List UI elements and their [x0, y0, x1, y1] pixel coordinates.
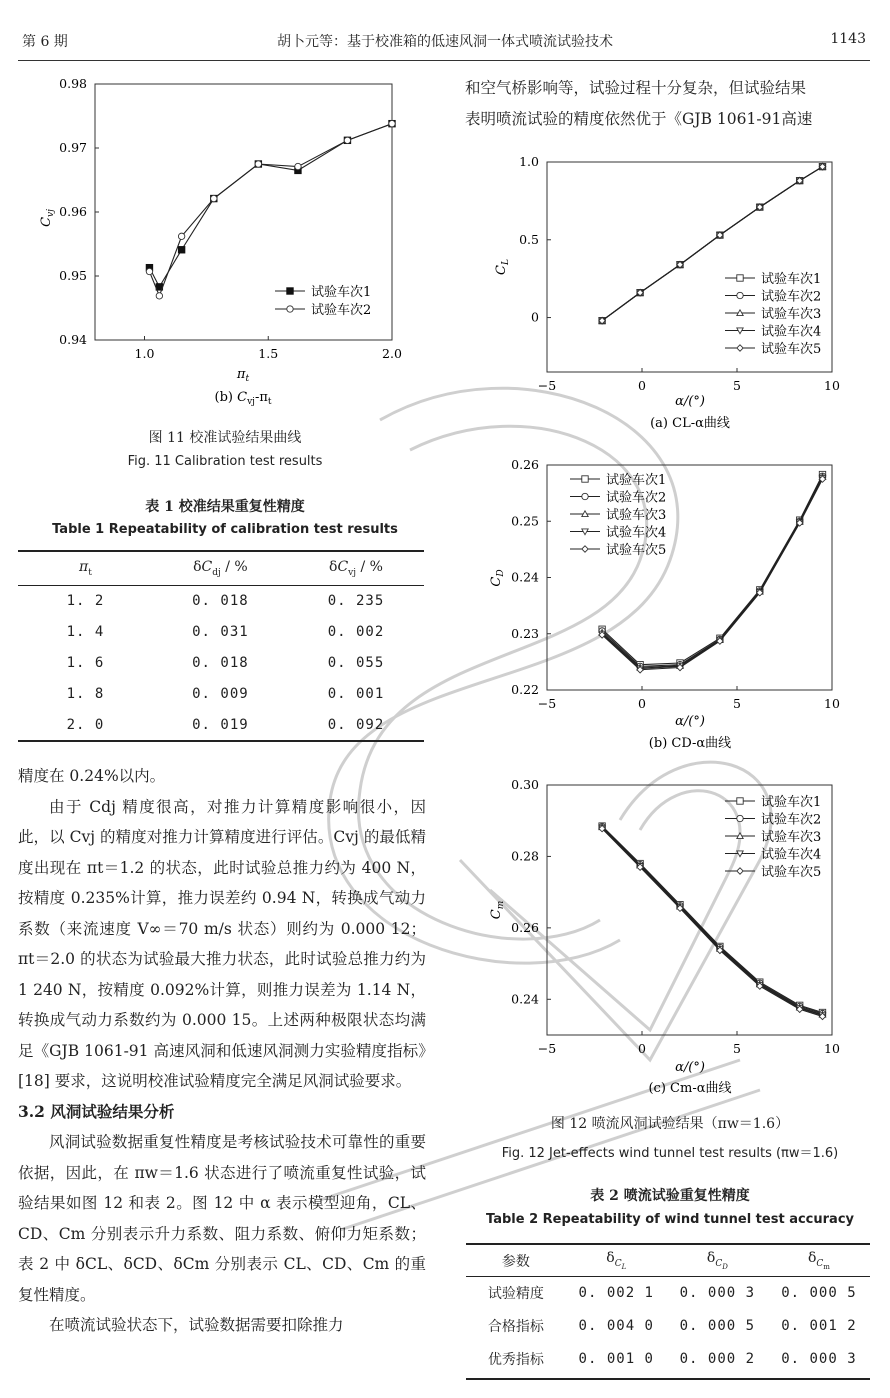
fig12a-ylabel: $C_L$ [494, 259, 511, 275]
fig12a-chart [480, 142, 870, 442]
fig12b-legend-label: 试验车次2 [606, 490, 667, 506]
issue-number: 第 6 期 [22, 34, 68, 50]
fig12a-ytick-label: 0 [531, 309, 539, 325]
para-precision: 精度在 0.24%以内。 [18, 767, 166, 785]
page-number: 1143 [830, 31, 866, 47]
table2-cell: 试验精度 [487, 1285, 544, 1302]
fig12a-xlabel: α/(°) [675, 394, 705, 409]
fig11-chart [30, 68, 430, 418]
fig11-xtick-label: 1.5 [258, 346, 279, 361]
fig12c-chart [480, 770, 870, 1100]
table1-cell: 0. 001 [327, 685, 385, 702]
fig12b-xtick-label: 0 [638, 696, 646, 711]
table2-cell: 0. 001 2 [781, 1317, 857, 1334]
fig12b-legend-label: 试验车次3 [606, 508, 667, 523]
fig11-ytick-label: 0.96 [59, 204, 87, 219]
table1-cell: 0. 009 [192, 685, 249, 702]
fig12c-ytick-label: 0.24 [511, 991, 539, 1007]
table1-title-cn: 表 1 校准结果重复性精度 [145, 499, 305, 515]
table1-cell: 0. 092 [327, 716, 385, 733]
fig12a-subcaption: (a) CL-α曲线 [650, 416, 730, 431]
fig11-data-point [389, 120, 395, 126]
table1-row [18, 678, 424, 709]
fig12b-series-line [602, 478, 822, 669]
fig12a-ytick-label: 1.0 [519, 154, 539, 169]
table1-cell: 0. 002 [327, 623, 385, 640]
fig12a-xtick-label: 10 [824, 378, 840, 393]
table1-cell: 1. 6 [66, 654, 105, 671]
fig12b-ytick-label: 0.26 [511, 457, 539, 472]
fig12b-ylabel: $C_D$ [489, 569, 506, 587]
fig11-data-point [211, 195, 217, 201]
fig11-xlabel: $\pi_t$ [236, 367, 250, 384]
fig11-subcaption: (b) $C_{vj}-\pi_t$ [214, 390, 272, 407]
table1-cell: 0. 018 [192, 654, 249, 671]
fig12a-xtick-label: −5 [537, 378, 557, 393]
table2-cell: 0. 004 0 [578, 1317, 654, 1334]
table1-header-dcvj: $\delta C_{vj}$ / % [329, 559, 383, 578]
fig12c-legend-label: 试验车次4 [761, 847, 822, 863]
fig11-data-point [344, 137, 350, 143]
fig12a-legend-marker [737, 292, 743, 298]
fig12a-legend-label: 试验车次1 [761, 272, 822, 287]
fig11-legend-marker [287, 306, 293, 312]
table2-cell: 0. 001 0 [578, 1350, 654, 1367]
table1-row [18, 616, 424, 647]
section-heading: 3.2 风洞试验结果分析 [18, 1101, 175, 1121]
table1-cell: 1. 2 [66, 592, 105, 609]
running-title: 胡卜元等：基于校准箱的低速风洞一体式喷流试验技术 [277, 34, 613, 50]
fig12a-xtick-label: 0 [638, 378, 646, 393]
table1-cell: 2. 0 [66, 716, 105, 733]
fig11-ytick-label: 0.98 [59, 76, 87, 91]
fig12b-xtick-label: −5 [537, 696, 557, 711]
fig12c-subcaption: (c) Cm-α曲线 [648, 1081, 732, 1096]
page-header [0, 0, 890, 58]
fig12b-ytick-label: 0.23 [511, 625, 539, 641]
fig12a-legend [725, 271, 821, 357]
fig12b-legend-label: 试验车次4 [606, 525, 667, 541]
fig11-xtick-label: 1.0 [134, 346, 155, 361]
table1-row [18, 585, 424, 616]
table2-cell: 0. 000 3 [679, 1284, 756, 1301]
fig12-caption-cn: 图 12 喷流风洞试验结果（πw＝1.6） [550, 1116, 790, 1132]
table1-header-row [18, 552, 424, 585]
para-thrust-evaluation: 由于 Cdj 精度很高，对推力计算精度影响很小，因此，以 Cvj 的精度对推力计算精度进行评估。Cvj 的最低精度出现在 πt＝1.2 的状态，此时试验总推力约为 400 N，按精度 0.235%计算，推力误差约 0.94 N，转换成气动力系数（来流速度 V∞＝70 m/s 状态）则约为 0.000 12；πt＝2.0 的状态为试验最大推力状态，此时试验总推力约为1 240 N，按精度 0.092%计算，则推力误差为 1.14 N，转换成气动力系数约为 0.000 15。上述两种极限状态均满足《GJB 1061-91 高速风洞和低速风洞测力实验精度指标》[18] 要求，这说明校准试验精度完全满足风洞试验要求。 [18, 797, 426, 1090]
table2-header-row [466, 1245, 870, 1276]
table2-cell: 合格指标 [487, 1318, 544, 1335]
fig12a-legend-label: 试验车次3 [761, 307, 822, 322]
table2-row [466, 1309, 870, 1342]
fig12c-legend-marker [737, 798, 743, 804]
table2-cell: 0. 000 3 [781, 1350, 857, 1367]
fig12b-chart [480, 450, 870, 760]
table2-title-en: Table 2 Repeatability of wind tunnel test accuracy [486, 1212, 854, 1227]
fig11-caption-cn: 图 11 校准试验结果曲线 [148, 430, 302, 446]
fig12c-xtick-label: −5 [537, 1041, 557, 1056]
table1-title-en: Table 1 Repeatability of calibration test results [52, 522, 398, 537]
fig11-ytick-label: 0.95 [59, 268, 87, 283]
fig11-ytick-label: 0.94 [59, 332, 87, 347]
fig12a-legend-marker [737, 275, 743, 281]
fig12c-xtick-label: 5 [733, 1041, 741, 1056]
fig12a-legend-label: 试验车次2 [761, 289, 822, 305]
fig12b-legend-marker [582, 493, 588, 499]
fig11-legend-marker [287, 288, 293, 294]
left-column-text [18, 761, 426, 1341]
header-rule [18, 60, 870, 61]
fig11-data-point [295, 163, 301, 169]
fig12b-legend-label: 试验车次1 [606, 473, 667, 488]
table1-bottom-rule [18, 740, 424, 742]
fig12a-legend-marker [737, 345, 743, 351]
fig12c-legend-label: 试验车次3 [761, 830, 822, 845]
fig12c-legend [725, 794, 821, 880]
fig12a-plot-frame [547, 162, 832, 372]
fig11-legend-label: 试验车次1 [311, 285, 372, 300]
fig11-data-point [146, 268, 152, 274]
table1-row [18, 709, 424, 740]
fig12b-ytick-label: 0.22 [511, 682, 539, 697]
fig12b-legend [570, 472, 666, 558]
fig12c-legend-label: 试验车次5 [761, 865, 822, 880]
fig12a-xtick-label: 5 [733, 378, 741, 393]
fig12b-subcaption: (b) CD-α曲线 [648, 736, 732, 751]
right-column-text [465, 73, 875, 134]
table1-cell: 0. 018 [192, 592, 249, 609]
fig11-series-line [149, 124, 392, 287]
fig12b-xtick-label: 10 [824, 696, 840, 711]
table2-row [466, 1276, 870, 1309]
right-line-2: 表明喷流试验的精度依然优于《GJB 1061-91高速 [465, 109, 813, 128]
fig12b-xlabel: α/(°) [675, 714, 705, 729]
fig12c-ylabel: $C_m$ [489, 900, 506, 920]
fig12b-ytick-label: 0.25 [511, 513, 539, 529]
fig12b-legend-label: 试验车次5 [606, 543, 667, 558]
table1-cell: 1. 4 [66, 623, 105, 640]
fig11-data-point [156, 293, 162, 299]
fig11-xtick-label: 2.0 [382, 346, 402, 361]
fig11-data-point [255, 161, 261, 167]
table1 [18, 552, 424, 740]
fig11-ylabel: $C_{vj}$ [39, 209, 56, 227]
table1-cell: 1. 8 [66, 685, 105, 702]
table2-cell: 优秀指标 [487, 1351, 544, 1368]
table2-header-dcl: $\delta_{C_L}$ [606, 1250, 627, 1271]
fig11-legend [275, 284, 371, 318]
fig11-caption-en: Fig. 11 Calibration test results [127, 454, 323, 469]
fig11-series-line [149, 124, 392, 296]
fig12b-ytick-label: 0.24 [511, 569, 539, 585]
fig12-caption-en: Fig. 12 Jet-effects wind tunnel test results (πw＝1.6) [501, 1146, 839, 1161]
fig11-data-point [178, 247, 184, 253]
table2-header-dcm: $\delta_{C_m}$ [807, 1250, 830, 1271]
fig12c-ytick-label: 0.30 [511, 777, 539, 792]
table1-cell: 0. 031 [192, 623, 249, 640]
fig12c-xtick-label: 0 [638, 1041, 646, 1056]
fig12b-xtick-label: 5 [733, 696, 741, 711]
table2-cell: 0. 002 1 [578, 1284, 654, 1301]
table1-cell: 0. 019 [192, 716, 249, 733]
fig12c-ytick-label: 0.26 [511, 919, 539, 935]
fig12c-legend-marker [737, 815, 743, 821]
fig12b-legend-marker [582, 476, 588, 482]
table2-header-param: 参数 [501, 1253, 530, 1270]
fig11-legend-label: 试验车次2 [311, 303, 372, 318]
table2-title-cn: 表 2 喷流试验重复性精度 [590, 1188, 750, 1204]
table1-header-dcdj: $\delta C_{dj}$ / % [193, 559, 248, 578]
table2-cell: 0. 000 5 [679, 1317, 756, 1334]
para-jet-state: 在喷流试验状态下，试验数据需要扣除推力 [49, 1316, 344, 1334]
fig12a-legend-label: 试验车次4 [761, 324, 822, 340]
table2 [466, 1245, 870, 1375]
table1-row [18, 647, 424, 678]
table1-cell: 0. 055 [327, 654, 385, 671]
fig12c-legend-label: 试验车次1 [761, 795, 822, 810]
fig11-plot-frame [95, 84, 392, 340]
fig12a-legend-label: 试验车次5 [761, 342, 822, 357]
fig12c-xtick-label: 10 [824, 1041, 840, 1056]
fig12b-legend-marker [582, 546, 588, 552]
table1-cell: 0. 235 [327, 592, 385, 609]
table2-header-dcd: $\delta_{C_D}$ [706, 1250, 728, 1271]
right-line-1: 和空气桥影响等，试验过程十分复杂，但试验结果 [465, 79, 807, 97]
fig12b-plot-frame [547, 465, 832, 690]
table2-row [466, 1342, 870, 1375]
fig11-data-point [178, 233, 184, 239]
para-repeatability: 风洞试验数据重复性精度是考核试验技术可靠性的重要依据，因此，在 πw＝1.6 状态进行了喷流重复性试验，试验结果如图 12 和表 2。图 12 中 α 表示模型迎角，CL、CD、Cm 分别表示升力系数、阻力系数、俯仰力矩系数；表 2 中 δCL、δCD、δCm 分别表示 CL、CD、Cm 的重复性精度。 [18, 1133, 426, 1304]
fig11-ytick-label: 0.97 [59, 140, 87, 155]
table1-header-pi: $\pi_t$ [79, 559, 92, 578]
fig12c-legend-label: 试验车次2 [761, 812, 822, 828]
fig12c-xlabel: α/(°) [675, 1060, 705, 1075]
fig12a-ytick-label: 0.5 [519, 231, 539, 247]
table2-cell: 0. 000 2 [679, 1350, 756, 1367]
fig12c-ytick-label: 0.28 [511, 848, 539, 864]
fig12c-legend-marker [737, 868, 743, 874]
table2-cell: 0. 000 5 [781, 1284, 857, 1301]
table2-bottom-rule [466, 1378, 870, 1380]
